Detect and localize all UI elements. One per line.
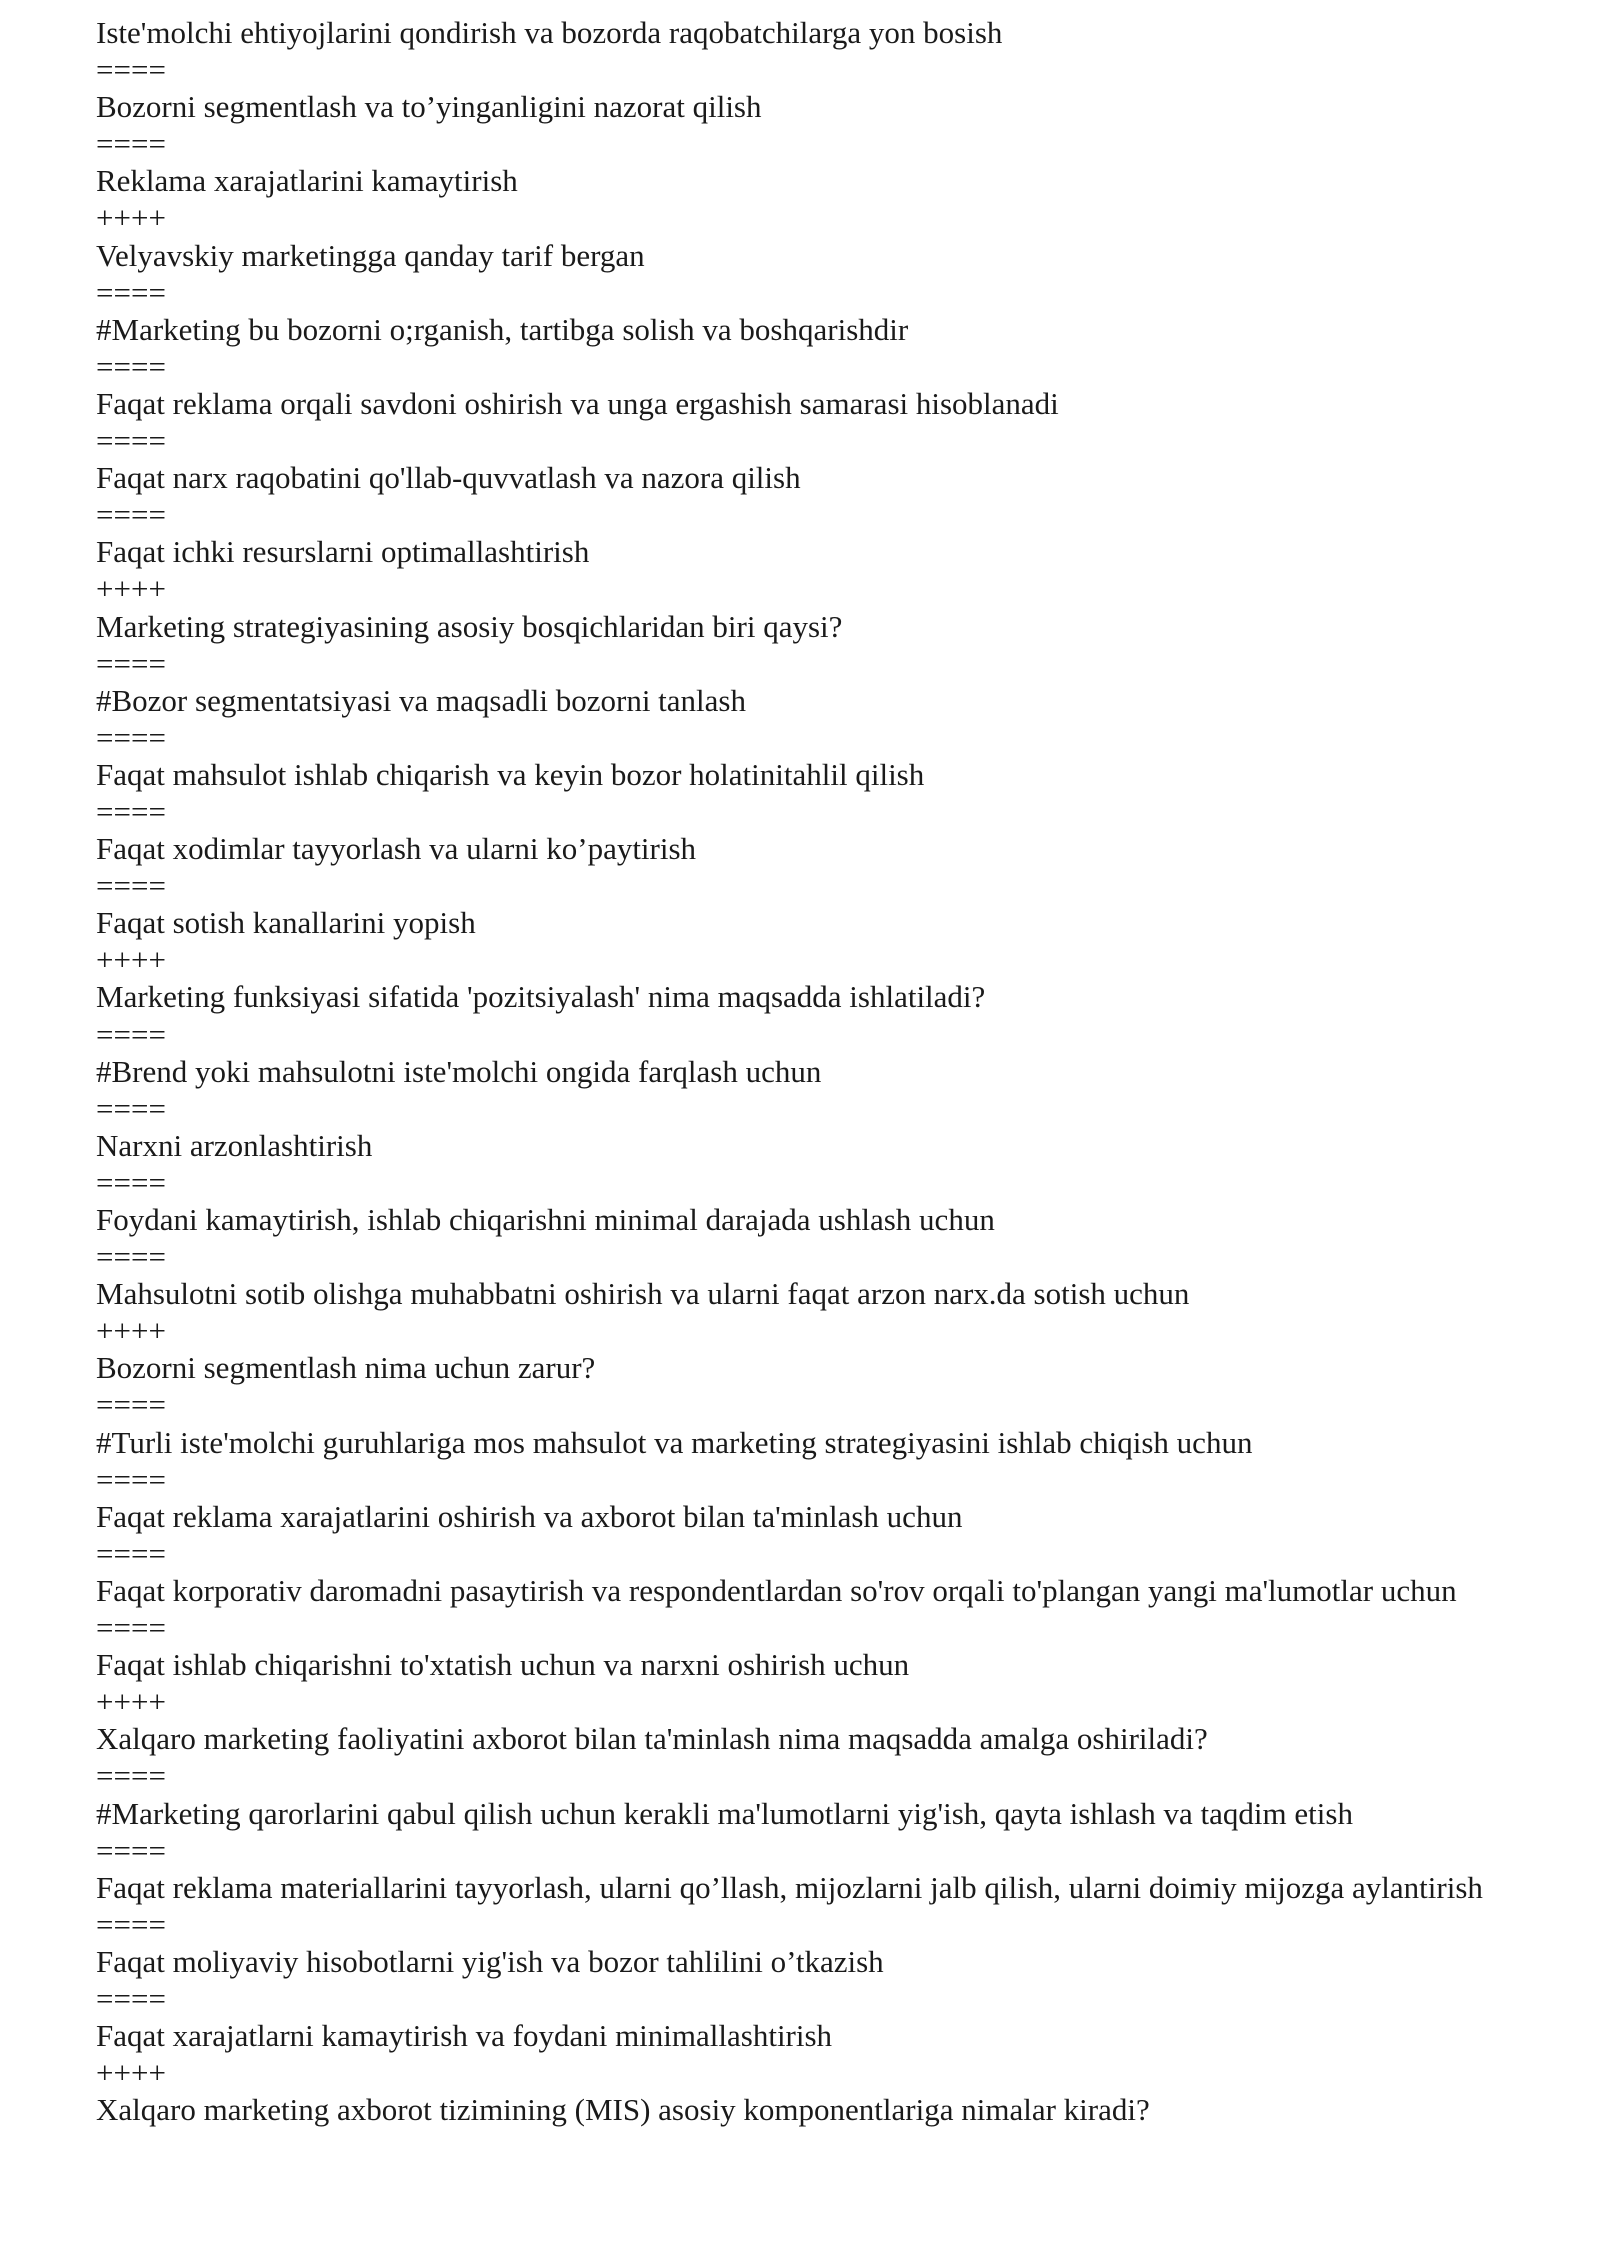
separator-line: ==== [96,1980,166,2016]
text-line: Faqat korporativ daromadni pasaytirish va respondentlardan so'rov orqali to'plangan yangi ma'lumotlar uchun [96,1572,1457,1608]
text-line: Faqat reklama materiallarini tayyorlash, ularni qo’llash, mijozlarni jalb qilish, ularni doimiy mijozga aylantirish [96,1869,1483,1905]
text-line: Mahsulotni sotib olishga muhabbatni oshirish va ularni faqat arzon narx.da sotish uchun [96,1276,1190,1312]
correct-answer-line: #Bozor segmentatsiyasi va maqsadli bozorni tanlash [96,682,746,718]
separator-line: ==== [96,1610,166,1646]
text-line: Narxni arzonlashtirish [96,1127,373,1163]
separator-line: ==== [96,1164,166,1200]
document-page [96,14,1516,2128]
separator-line: ==== [96,423,166,459]
separator-line: ==== [96,868,166,904]
text-line: Faqat xodimlar tayyorlash va ularni ko’paytirish [96,831,697,867]
text-line: Faqat reklama orqali savdoni oshirish va unga ergashish samarasi hisoblanadi [96,385,1059,421]
separator-line: ==== [96,793,166,829]
separator-line: ==== [96,1832,166,1868]
separator-line: ==== [96,126,166,162]
text-line: Faqat moliyaviy hisobotlarni yig'ish va bozor tahlilini o’tkazish [96,1943,884,1979]
separator-line: ==== [96,645,166,681]
separator-line: ==== [96,1906,166,1942]
separator-line: ==== [96,1090,166,1126]
separator-line: ==== [96,497,166,533]
text-line: Faqat narx raqobatini qo'llab-quvvatlash va nazora qilish [96,460,801,496]
separator-line: ==== [96,1387,166,1423]
correct-answer-line: #Turli iste'molchi guruhlariga mos mahsulot va marketing strategiyasini ishlab chiqish uchun [96,1424,1253,1460]
text-line: Velyavskiy marketingga qanday tarif bergan [96,237,645,273]
text-line: Xalqaro marketing faoliyatini axborot bilan ta'minlash nima maqsadda amalga oshiriladi? [96,1721,1208,1757]
question-separator-line: ++++ [96,1684,166,1720]
text-line: Bozorni segmentlash va to’yinganligini nazorat qilish [96,89,762,125]
question-separator-line: ++++ [96,1313,166,1349]
text-line: Xalqaro marketing axborot tizimining (MIS) asosiy komponentlariga nimalar kiradi? [96,2092,1150,2128]
separator-line: ==== [96,719,166,755]
text-line: Faqat sotish kanallarini yopish [96,905,476,941]
question-separator-line: ++++ [96,2055,166,2091]
text-line: Faqat ishlab chiqarishni to'xtatish uchun va narxni oshirish uchun [96,1647,910,1683]
text-line: Faqat ichki resurslarni optimallashtirish [96,534,590,570]
separator-line: ==== [96,1016,166,1052]
text-line: Marketing funksiyasi sifatida 'pozitsiyalash' nima maqsadda ishlatiladi? [96,979,986,1015]
text-line: Faqat xarajatlarni kamaytirish va foydani minimallashtirish [96,2018,833,2054]
question-separator-line: ++++ [96,571,166,607]
correct-answer-line: #Marketing qarorlarini qabul qilish uchun kerakli ma'lumotlarni yig'ish, qayta ishlash va taqdim etish [96,1795,1353,1831]
text-line: Bozorni segmentlash nima uchun zarur? [96,1350,596,1386]
correct-answer-line: #Brend yoki mahsulotni iste'molchi ongida farqlash uchun [96,1053,822,1089]
text-line: Iste'molchi ehtiyojlarini qondirish va bozorda raqobatchilarga yon bosish [96,15,1003,50]
text-line: Faqat mahsulot ishlab chiqarish va keyin bozor holatinitahlil qilish [96,756,925,792]
separator-line: ==== [96,52,166,88]
separator-line: ==== [96,274,166,310]
text-line: Faqat reklama xarajatlarini oshirish va axborot bilan ta'minlash uchun [96,1498,963,1534]
separator-line: ==== [96,1535,166,1571]
text-line: Reklama xarajatlarini kamaytirish [96,163,518,199]
separator-line: ==== [96,1461,166,1497]
separator-line: ==== [96,348,166,384]
separator-line: ==== [96,1239,166,1275]
separator-line: ==== [96,1758,166,1794]
question-separator-line: ++++ [96,200,166,236]
text-line: Marketing strategiyasining asosiy bosqichlaridan biri qaysi? [96,608,843,644]
text-line: Foydani kamaytirish, ishlab chiqarishni minimal darajada ushlash uchun [96,1202,995,1237]
question-separator-line: ++++ [96,942,166,978]
correct-answer-line: #Marketing bu bozorni o;rganish, tartibga solish va boshqarishdir [96,311,909,347]
